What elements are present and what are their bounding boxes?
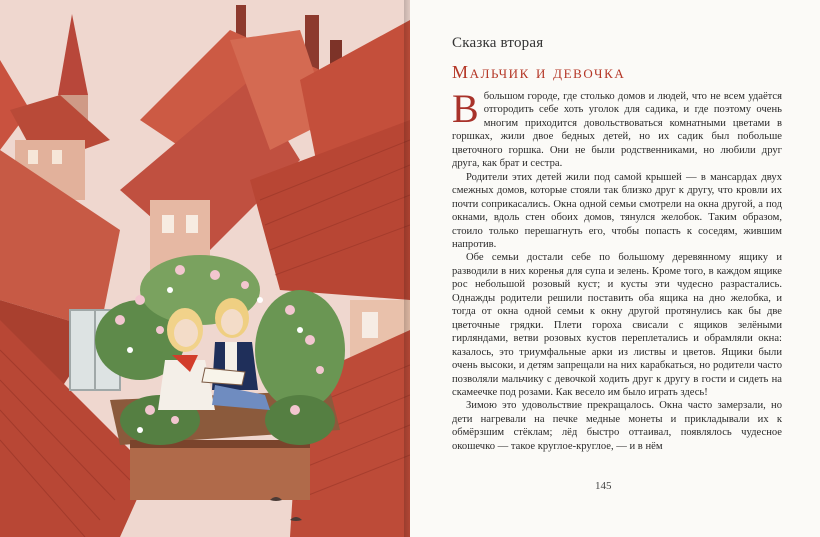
- chapter-title: Мальчик и девочка: [452, 62, 626, 82]
- paragraph-1-text: большом городе, где столько домов и людей, что не всем удаётся отгородить себе хоть уголок для садика, и где поэтому очень многим приходится довольствоваться комнатными цветами в горшках, жили двое бедных детей, но их садик был побольше цветочного горшка. Они не были родственниками, но любили друг друга, как брат и сестра.: [452, 91, 782, 170]
- paragraph-4: Зимою это удовольствие прекращалось. Окна часто замерзали, но дети нагревали на печке медные монеты и прикладывали их к обмёрзшим стёклам; лёд быстро оттаивал, появлялось чудесное окошечко — такое круглое-круглое, — и в нём: [452, 400, 782, 452]
- paragraph-2: Родители этих детей жили под самой крышей — в мансардах двух смежных домов, которые стояли так близко друг к другу, что кровли их почти соприкасались. Окна одной семьи смотрели на окна другой, а под окнами, вдоль стен обоих домов, тянулся желобок. Таким образом, стоило только перешагнуть его, чтобы попасть к соседям, жившим напротив.: [452, 171, 782, 250]
- chapter-subtitle: Сказка вторая: [452, 35, 544, 51]
- text-page: [410, 0, 820, 537]
- paragraph-3: Обе семьи достали себе по большому деревянному ящику и разводили в них коренья для супа и зелень. Кроме того, в каждом ящике рос небольшой розовый куст; и кусты эти чудесно разрастались. Однажды родители решили поставить оба ящика на дно желобка, и тогда от окна одной семьи к окну другой протянулись как бы две цветочные грядки. Плети гороха свисали с ящиков зелёными гирляндами, ветви розовых кустов переплетались и обрамляли окна: казалось, это триумфальные арки из листвы и цветов. Ящики были очень высоки, и детям запрещали на них карабкаться, но родители часто позволяли мальчику с девочкой ходить друг к другу в гости и сидеть на скамеечке под розами. Как весело им было играть здесь!: [452, 252, 782, 398]
- drop-cap: В: [452, 86, 479, 131]
- paragraph-1: [452, 86, 782, 171]
- page-number: 145: [595, 480, 612, 492]
- story-body: [452, 86, 782, 453]
